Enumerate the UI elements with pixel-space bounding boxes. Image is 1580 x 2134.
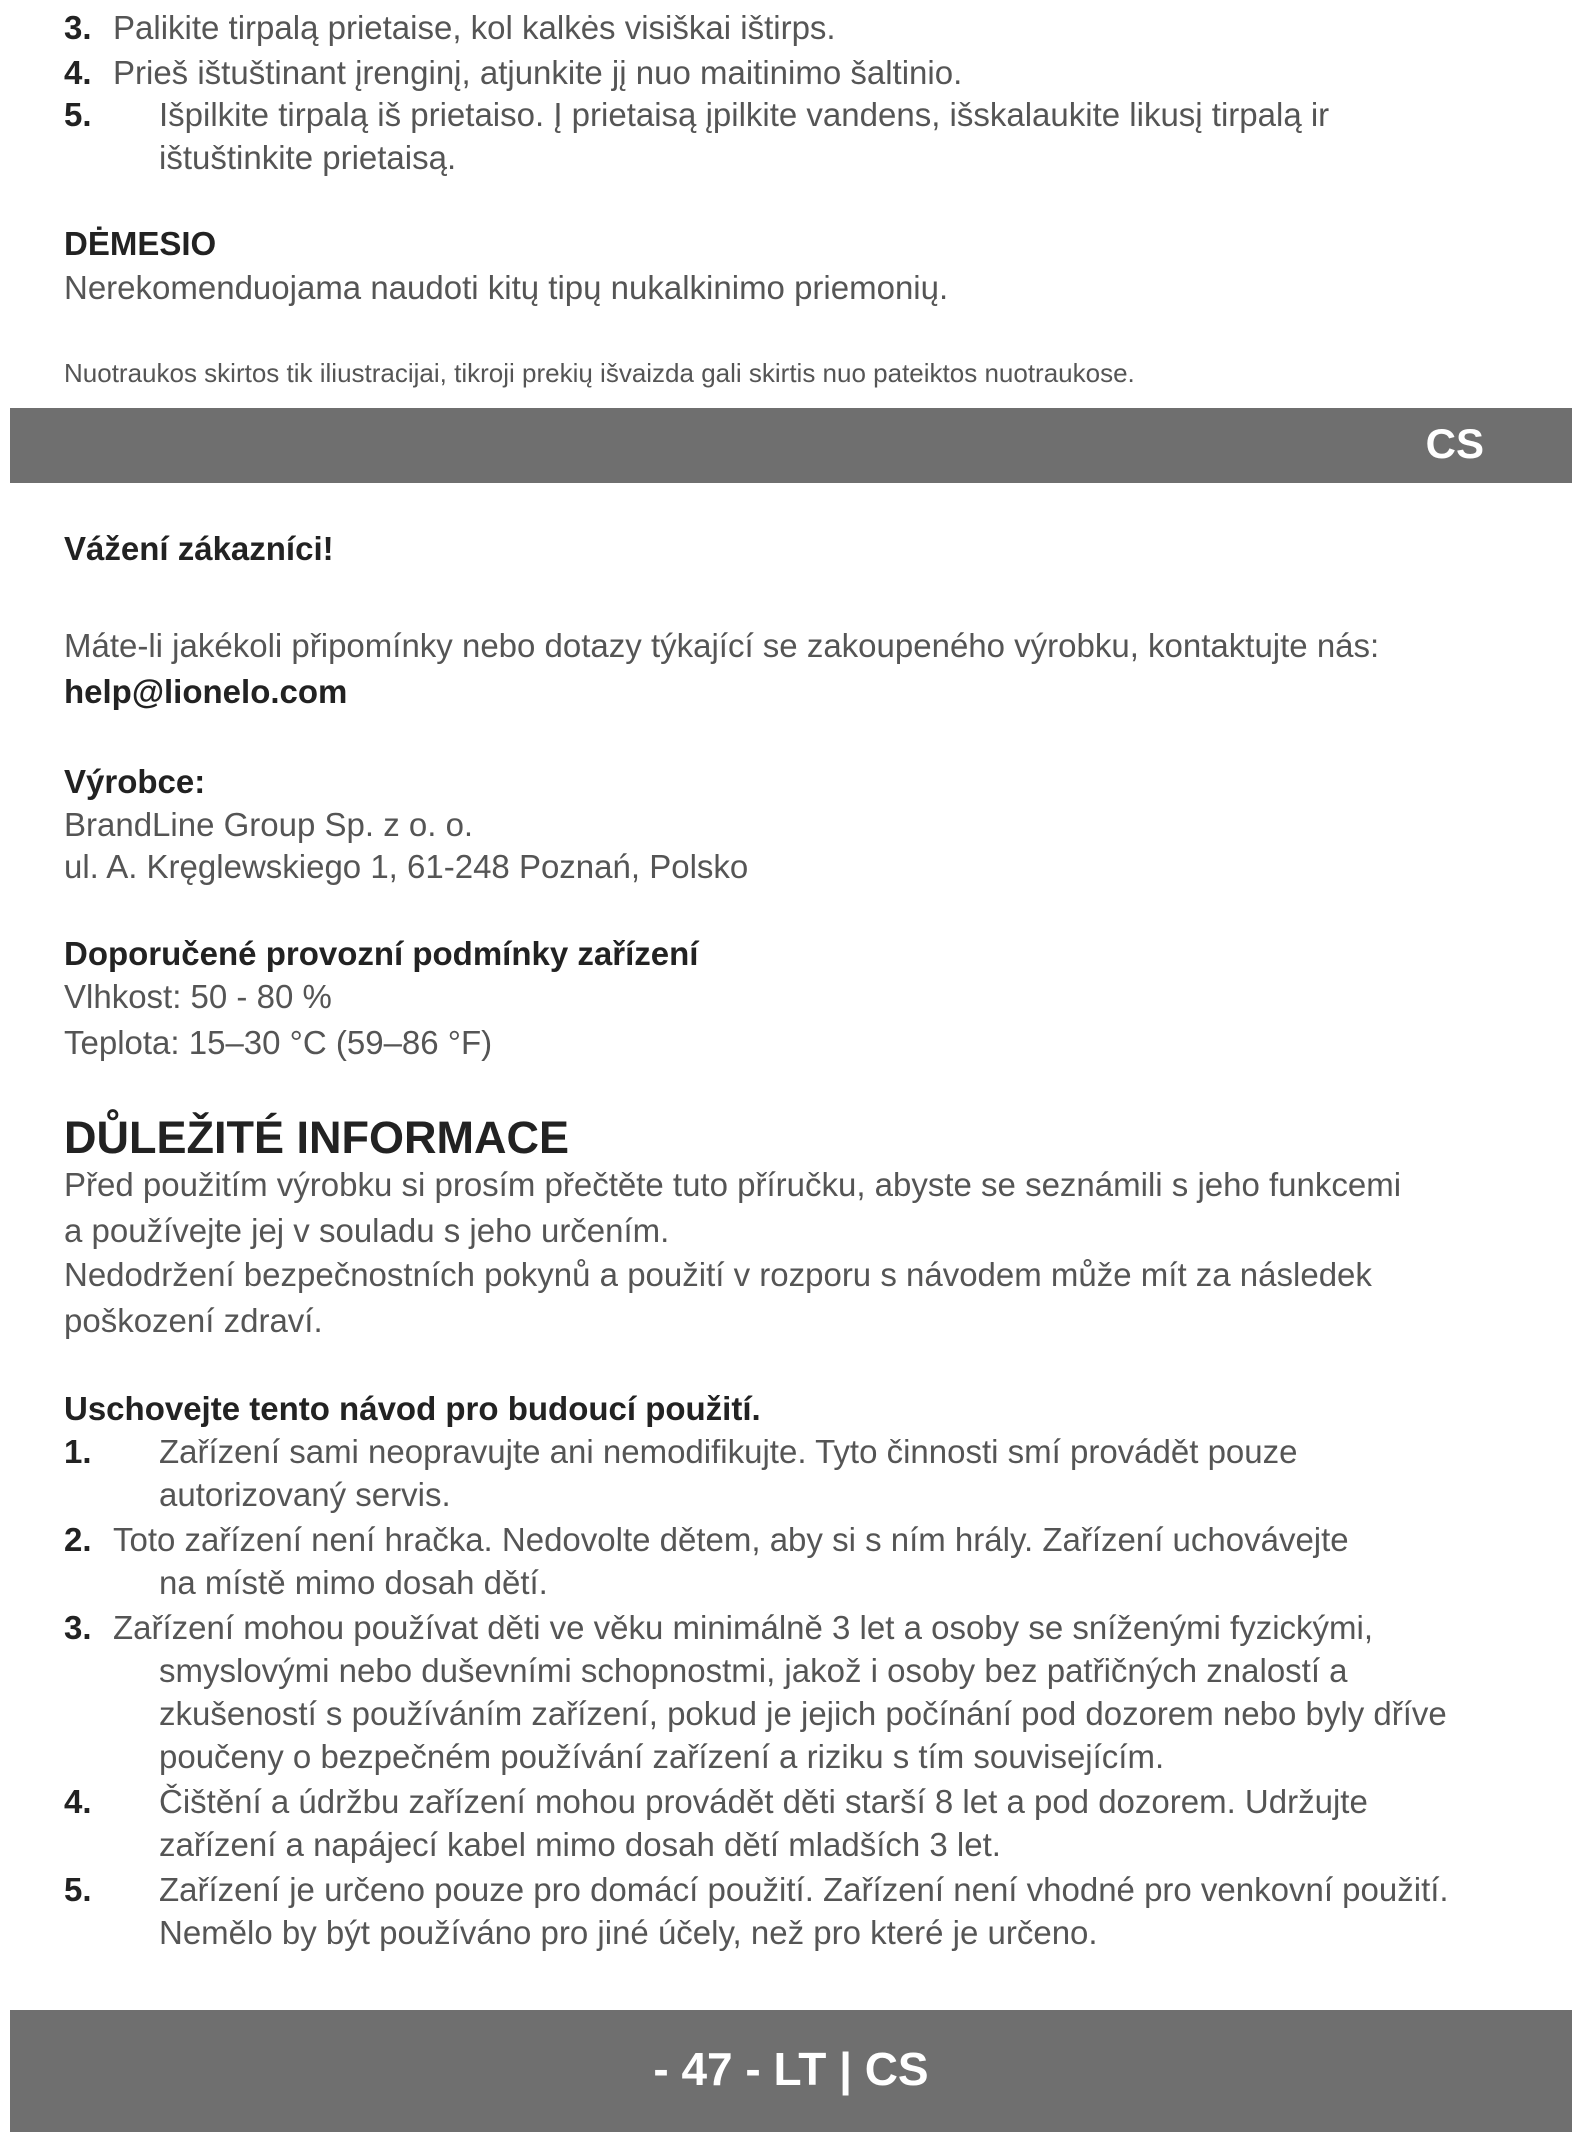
section-header-band	[10, 408, 1572, 483]
list-text-continuation: poučeny o bezpečném používání zařízení a riziku s tím souvisejícím.	[159, 1738, 1165, 1775]
conditions-temperature: Teplota: 15–30 °C (59–86 °F)	[64, 1024, 493, 1061]
list-number: 5.	[64, 96, 92, 133]
lt-notice-text: Nerekomenduojama naudoti kitų tipų nukalkinimo priemonių.	[64, 269, 949, 306]
manufacturer-title: Výrobce:	[64, 763, 206, 800]
list-text-continuation: ištuštinkite prietaisą.	[159, 139, 457, 176]
list-text: Išpilkite tirpalą iš prietaiso. Į prietaisą įpilkite vandens, išskalaukite likusį tirpalą ir	[159, 96, 1330, 133]
list-text-continuation: zařízení a napájecí kabel mimo dosah dětí mladších 3 let.	[159, 1826, 1001, 1863]
list-text: Palikite tirpalą prietaise, kol kalkės visiškai ištirps.	[113, 9, 836, 46]
list-text: Prieš ištuštinant įrenginį, atjunkite jį nuo maitinimo šaltinio.	[113, 54, 963, 91]
list-text-continuation: Nemělo by být používáno pro jiné účely, než pro které je určeno.	[159, 1914, 1098, 1951]
page-number: - 47 - LT | CS	[653, 2043, 929, 2095]
important-paragraph-2: Nedodržení bezpečnostních pokynů a použití v rozporu s návodem může mít za následek	[64, 1256, 1372, 1293]
list-text-continuation: smyslovými nebo duševními schopnostmi, jakož i osoby bez patřičných znalostí a	[159, 1652, 1348, 1689]
list-text: Čištění a údržbu zařízení mohou provádět děti starší 8 let a pod dozorem. Udržujte	[159, 1783, 1368, 1820]
list-text-continuation: autorizovaný servis.	[159, 1476, 451, 1513]
conditions-title: Doporučené provozní podmínky zařízení	[64, 935, 699, 972]
lt-disclaimer: Nuotraukos skirtos tik iliustracijai, tikroji prekių išvaizda gali skirtis nuo pateiktos nuotraukose.	[64, 358, 1135, 388]
lt-list-item-3	[64, 6, 1524, 49]
section-language-label: CS	[1425, 420, 1484, 467]
cs-list-item-2	[64, 1518, 1524, 1561]
important-paragraph-1: Před použitím výrobku si prosím přečtěte tuto příručku, abyste se seznámili s jeho funkcemi	[64, 1166, 1402, 1203]
list-number: 5.	[64, 1871, 92, 1908]
page-footer	[10, 2010, 1572, 2132]
list-number: 4.	[64, 54, 92, 91]
list-text-continuation: zkušeností s používáním zařízení, pokud je jejich počínání pod dozorem nebo byly dříve	[159, 1695, 1447, 1732]
cs-list-item-4	[64, 1780, 1524, 1823]
lt-notice-title: DĖMESIO	[64, 225, 217, 262]
conditions-humidity: Vlhkost: 50 - 80 %	[64, 978, 332, 1015]
cs-list-item-3	[64, 1606, 1524, 1649]
cs-list-item-1	[64, 1430, 1524, 1473]
important-heading: DŮLEŽITÉ INFORMACE	[64, 1112, 569, 1163]
list-number: 3.	[64, 9, 92, 46]
important-paragraph-1-cont: a používejte jej v souladu s jeho určením.	[64, 1212, 670, 1249]
contact-text: Máte-li jakékoli připomínky nebo dotazy týkající se zakoupeného výrobku, kontaktujte nás:	[64, 627, 1380, 664]
manufacturer-address: ul. A. Kręglewskiego 1, 61-248 Poznań, Polsko	[64, 848, 749, 885]
greeting: Vážení zákazníci!	[64, 530, 334, 567]
list-text: Toto zařízení není hračka. Nedovolte dětem, aby si s ním hrály. Zařízení uchovávejte	[113, 1521, 1349, 1558]
keep-manual-title: Uschovejte tento návod pro budoucí použití.	[64, 1390, 761, 1427]
lt-list-item-5	[64, 93, 1524, 136]
list-text: Zařízení je určeno pouze pro domácí použití. Zařízení není vhodné pro venkovní použití.	[159, 1871, 1449, 1908]
list-text-continuation: na místě mimo dosah dětí.	[159, 1564, 548, 1601]
list-number: 1.	[64, 1433, 92, 1470]
manufacturer-name: BrandLine Group Sp. z o. o.	[64, 806, 474, 843]
list-text: Zařízení mohou používat děti ve věku minimálně 3 let a osoby se sníženými fyzickými,	[113, 1609, 1374, 1646]
lt-list-item-4	[64, 51, 1524, 94]
cs-list-item-5	[64, 1868, 1524, 1911]
list-number: 2.	[64, 1521, 92, 1558]
list-number: 4.	[64, 1783, 92, 1820]
list-text: Zařízení sami neopravujte ani nemodifikujte. Tyto činnosti smí provádět pouze	[159, 1433, 1298, 1470]
list-number: 3.	[64, 1609, 92, 1646]
contact-email: help@lionelo.com	[64, 673, 348, 710]
important-paragraph-2-cont: poškození zdraví.	[64, 1302, 323, 1339]
